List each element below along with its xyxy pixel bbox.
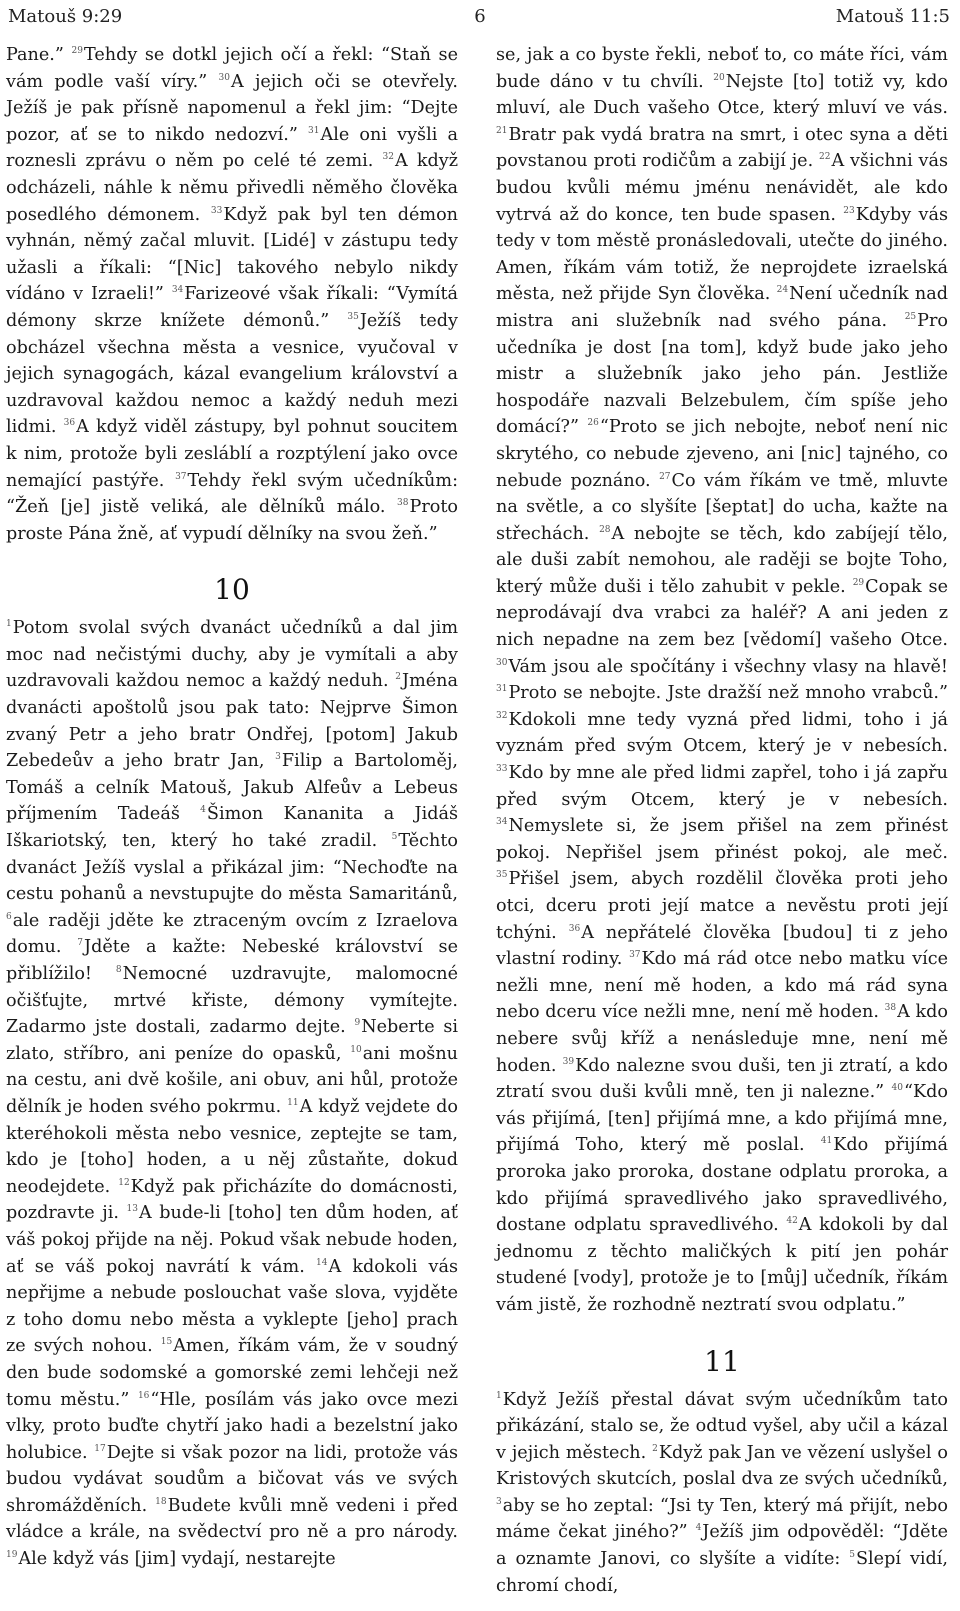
verse-text: Když pak byl ten démon vyhnán, němý začal mluvit. [Lidé] v zástupu tedy užasli a říkali: “[Nic] takového nebylo nikdy vídáno v Izraeli!”	[6, 204, 458, 305]
verse-text: Farizeové však říkali: “Vymítá démony skrze knížete démonů.”	[6, 284, 459, 331]
verse-text: Když pak Jan ve vězení uslyšel o Kristových skutcích, poslal dva ze svých učedníků,	[496, 1442, 949, 1490]
verse-number: 29	[852, 577, 865, 588]
verse-number: 6	[6, 911, 12, 922]
verse-text: Proto proste Pána žně, ať vypudí dělníky na svou žeň.”	[6, 497, 458, 544]
verse-text: Přišel jsem, abych rozdělil člověka proti jeho otci, dceru proti její matce a nevěstu proti její tchýni.	[496, 869, 948, 943]
verse-text: Dejte si však pozor na lidi, protože vás budou vydávat soudům a bičovat vás ve svých shromážděních.	[6, 1442, 458, 1516]
verse-number: 40	[891, 1083, 903, 1094]
verse-number: 34	[171, 285, 184, 296]
verse-text: Není učedník nad mistra ani služebník nad svého pána.	[496, 284, 949, 331]
verse-text: ale raději jděte ke ztraceným ovcím z Izraelova domu.	[6, 910, 458, 958]
verse-text: A když odcházeli, náhle k němu přivedli něměho člověka posedlého démonem.	[6, 151, 458, 225]
verse-text: A když viděl zástupy, byl pohnut soucitem k nim, protože byli zesláblí a rozptýlení jako ovce nemající pastýře.	[6, 417, 458, 491]
verse-number: 38	[884, 1003, 897, 1014]
verse-text: Potom svolal svých dvanáct učedníků a dal jim moc nad nečistými duchy, aby je vymítali a aby uzdravovali každou nemoc a každý neduh.	[6, 618, 458, 692]
verse-number: 8	[115, 965, 122, 975]
left-chapter-paragraph	[6, 615, 458, 1572]
verse-text: Tehdy řekl svým učedníkům: “Žeň [je] jistě veliká, ale dělníků málo.	[6, 470, 458, 518]
verse-text: Kdokoli mne tedy vyzná před lidmi, toho i já vyznám před svým Otcem, který je v nebesích.	[496, 709, 948, 757]
verse-number: 18	[155, 1496, 167, 1507]
verse-text: Těchto dvanáct Ježíš vyslal a přikázal jim: “Nechoďte na cestu pohanů a nevstupujte do města Samaritánů,	[6, 831, 458, 905]
verse-number: 42	[786, 1216, 798, 1227]
verse-number: 20	[713, 72, 725, 83]
verse-number: 37	[629, 950, 641, 961]
verse-number: 9	[354, 1018, 361, 1029]
verse-number: 16	[137, 1390, 150, 1401]
verse-text: Filip a Bartoloměj, Tomáš a celník Matouš, Jakub Alfeův a Lebeus příjmením Tadeáš	[6, 751, 458, 825]
verse-number: 4	[695, 1523, 702, 1534]
verse-number: 5	[391, 832, 398, 843]
verse-number: 5	[849, 1550, 855, 1561]
chapter-heading-10: 10	[214, 573, 250, 607]
verse-text: A jejich oči se otevřely. Ježíš je pak přísně napomenul a řekl jim: “Dejte pozor, ať se to nikdo nedozví.”	[6, 71, 458, 145]
header-left-reference: Matouš 9:29	[8, 6, 123, 27]
verse-text: Tehdy se dotkl jejich očí a řekl: “Staň se vám podle vaší víry.”	[6, 45, 458, 92]
verse-number: 33	[210, 205, 223, 216]
verse-number: 33	[496, 764, 508, 775]
verse-text: Jména dvanácti apoštolů jsou pak tato: Nejprve Šimon zvaný Petr a jeho bratr Ondřej, [potom] Jakub Zebedeův a jeho bratr Jan,	[6, 671, 458, 772]
verse-text: Proto se nebojte. Jste dražší než mnoho vrabců.”	[508, 683, 948, 704]
verse-text: Nemocné uzdravujte, malomocné očišťujte, mrtvé křiste, démony vymítejte. Zadarmo jste dostali, zadarmo dejte.	[6, 964, 458, 1038]
verse-text: Amen, říkám vám, že v soudný den bude sodomské a gomorské zemi lehčeji než tomu městu.”	[6, 1336, 458, 1410]
left-text-column	[6, 42, 458, 1573]
verse-number: 7	[77, 938, 84, 949]
verse-text: Copak se neprodávají dva vrabci za haléř? A ani jeden z nich nepadne na zem bez [vědomí] vašeho Otce.	[496, 576, 949, 651]
verse-number: 32	[496, 710, 508, 721]
verse-text: se, jak a co byste řekli, neboť to, co máte říci, vám bude dáno v tu chvíli.	[496, 45, 948, 92]
verse-number: 3	[275, 752, 281, 763]
verse-number: 28	[599, 524, 611, 535]
verse-number: 17	[94, 1443, 106, 1454]
verse-text: A kdokoli by dal jednomu z těchto maličkých k pití jen pohár studené [vody], protože je to [můj] učedník, říkám vám jistě, že rozhodně neztratí svou odplatu.”	[496, 1215, 949, 1315]
verse-number: 37	[175, 471, 187, 482]
verse-text: Nemyslete si, že jsem přišel na zem přinést pokoj. Nepřišel jsem přinést pokoj, ale meč.	[496, 816, 948, 863]
verse-text: Ježíš tedy obcházel všechna města a vesnice, vyučoval v jejich synagogách, kázal evangelium království a uzdravoval každou nemoc a každý neduh mezi lidmi.	[6, 310, 458, 438]
verse-text: “Kdo vás přijímá, [ten] přijímá mne, a kdo přijímá mne, přijímá Toho, který mě poslal.	[496, 1082, 948, 1156]
left-intro-paragraph	[6, 42, 458, 547]
verse-text: Neberte si zlato, stříbro, ani peníze do opasků,	[6, 1017, 458, 1064]
verse-text: A kdokoli vás nepřijme a nebude poslouchat vaše slova, vyjděte z toho domu nebo města a vyklepte [jeho] prach ze svých nohou.	[6, 1256, 458, 1357]
verse-text: Kdo by mne ale před lidmi zapřel, toho i já zapřu před svým Otcem, který je v nebesích.	[496, 763, 948, 810]
verse-number: 30	[218, 72, 230, 83]
verse-number: 39	[562, 1056, 575, 1067]
verse-text: Pane.”	[6, 45, 72, 65]
verse-text: Nejste [to] totiž vy, kdo mluví, ale Duch vašeho Otce, který mluví ve vás.	[496, 71, 948, 119]
verse-text: Šimon Kananita a Jidáš Iškariotský, ten, který ho také zradil.	[6, 804, 459, 852]
verse-number: 38	[397, 498, 409, 509]
verse-text: “Hle, posílám vás jako ovce mezi vlky, proto buďte chytří jako hadi a bezelstní jako holubice.	[6, 1389, 459, 1463]
right-intro-paragraph	[496, 42, 948, 1319]
verse-number: 11	[287, 1097, 299, 1108]
header-right-reference: Matouš 11:5	[835, 6, 950, 27]
right-text-column	[496, 42, 948, 1599]
verse-text: Bratr pak vydá bratra na smrt, i otec syna a děti povstanou proti rodičům a zabijí je.	[496, 124, 948, 172]
verse-text: Ale oni vyšli a roznesli zprávu o něm po celé té zemi.	[6, 124, 458, 172]
verse-number: 27	[659, 471, 671, 482]
verse-number: 31	[308, 125, 320, 136]
verse-number: 32	[382, 152, 394, 163]
verse-number: 2	[652, 1443, 658, 1454]
verse-text: “Proto se jich nebojte, neboť není nic skrytého, co nebude zjeveno, ani [nic] tajného, co nebude poznáno.	[496, 417, 949, 491]
verse-number: 34	[496, 817, 508, 828]
verse-number: 30	[496, 657, 508, 668]
verse-text: Kdo nalezne svou duši, ten ji ztratí, a kdo ztratí svou duši kvůli mně, ten ji nalezne.”	[496, 1055, 948, 1103]
verse-number: 26	[587, 418, 599, 429]
verse-number: 25	[904, 311, 917, 322]
verse-text: A všichni vás budou kvůli mému jménu nenávidět, ale kdo vytrvá až do konce, ten bude spasen.	[496, 151, 949, 225]
verse-text: Kdyby vás tedy v tom městě pronásledovali, utečte do jiného. Amen, říkám vám totiž, že neprojdete izraelská města, než přijde Syn člověka.	[496, 204, 948, 305]
verse-number: 23	[843, 205, 855, 216]
verse-number: 36	[63, 418, 76, 429]
verse-text: Budete kvůli mně vedeni i před vládce a krále, na svědectví pro ně a pro národy.	[6, 1495, 458, 1543]
right-chapter-paragraph	[496, 1387, 948, 1600]
verse-text: Slepí vidí, chromí chodí,	[496, 1549, 948, 1596]
verse-number: 13	[126, 1204, 138, 1215]
verse-text: A kdo nebere svůj kříž a nenásleduje mne, není mě hoden.	[496, 1002, 948, 1076]
chapter-heading-11: 11	[704, 1344, 740, 1378]
verse-number: 35	[347, 311, 359, 322]
verse-number: 24	[776, 285, 789, 296]
verse-number: 21	[496, 125, 508, 136]
verse-number: 36	[568, 923, 581, 934]
verse-text: Ale když vás [jim] vydají, nestarejte	[18, 1549, 336, 1570]
verse-text: Pro učedníka je dost [na tom], když bude jako jeho mistr a služebník jako jeho pán. Jestliže hospodáře nazvali Belzebulem, čím spíše jeho domácí?”	[496, 310, 948, 438]
verse-number: 10	[350, 1044, 362, 1055]
verse-number: 31	[496, 684, 508, 695]
verse-number: 2	[395, 672, 402, 683]
verse-number: 15	[160, 1337, 173, 1348]
verse-text: A nepřátelé člověka [budou] ti z jeho vlastní rodiny.	[496, 922, 949, 970]
verse-number: 3	[496, 1496, 502, 1507]
verse-number: 14	[316, 1257, 328, 1268]
verse-text: ani mošnu na cestu, ani dvě košile, ani obuv, ani hůl, protože dělník je hoden svého pokrmu.	[6, 1043, 458, 1117]
verse-text: Kdo má rád otce nebo matku více nežli mne, není mě hoden, a kdo má rád syna nebo dceru více nežli mne, není mě hoden.	[496, 949, 949, 1023]
verse-text: A nebojte se těch, kdo zabíjejí tělo, ale duši zabít nemohou, ale raději se bojte Toho, který může duši i tělo zahubit v pekle.	[496, 523, 948, 597]
verse-number: 41	[820, 1136, 833, 1147]
verse-number: 4	[200, 805, 206, 816]
verse-text: A bude-li [toho] ten dům hoden, ať váš pokoj přijde na něj. Pokud však nebude hoden, ať se váš pokoj navrátí k vám.	[6, 1203, 458, 1277]
verse-number: 35	[496, 870, 508, 881]
verse-text: Ježíš jim odpověděl: “Jděte a oznamte Janovi, co slyšíte a vidíte:	[496, 1522, 948, 1570]
verse-text: Když pak přicházíte do domácnosti, pozdravte ji.	[6, 1176, 458, 1224]
verse-text: Vám jsou ale spočítány i všechny vlasy na hlavě!	[508, 656, 948, 677]
verse-number: 1	[496, 1390, 502, 1401]
verse-number: 29	[71, 46, 83, 56]
verse-text: Když Ježíš přestal dávat svým učedníkům tato přikázání, stalo se, že odtud vyšel, aby učil a kázal v jejich městech.	[496, 1389, 948, 1463]
verse-text: Kdo přijímá proroka jako proroka, dostane odplatu proroka, a kdo přijímá spravedlivého jako spravedlivého, dostane odplatu spravedlivého.	[496, 1135, 948, 1236]
verse-number: 1	[6, 619, 12, 630]
page-number: 6	[474, 6, 486, 27]
running-header	[0, 6, 960, 30]
verse-text: Co vám říkám ve tmě, mluvte na světle, a co slyšíte [šeptat] do ucha, kažte na střechách.	[496, 470, 948, 544]
verse-number: 19	[6, 1550, 18, 1561]
verse-text: A když vejdete do kteréhokoli města nebo vesnice, zeptejte se tam, kdo je [toho] hoden, a u něj zůstaňte, dokud neodejdete.	[6, 1096, 458, 1197]
verse-text: Jděte a kažte: Nebeské království se přiblížilo!	[6, 937, 458, 984]
verse-number: 12	[118, 1177, 130, 1188]
verse-text: aby se ho zeptal: “Jsi ty Ten, který má přijít, nebo máme čekat jiného?”	[496, 1495, 948, 1543]
verse-number: 22	[819, 152, 831, 163]
